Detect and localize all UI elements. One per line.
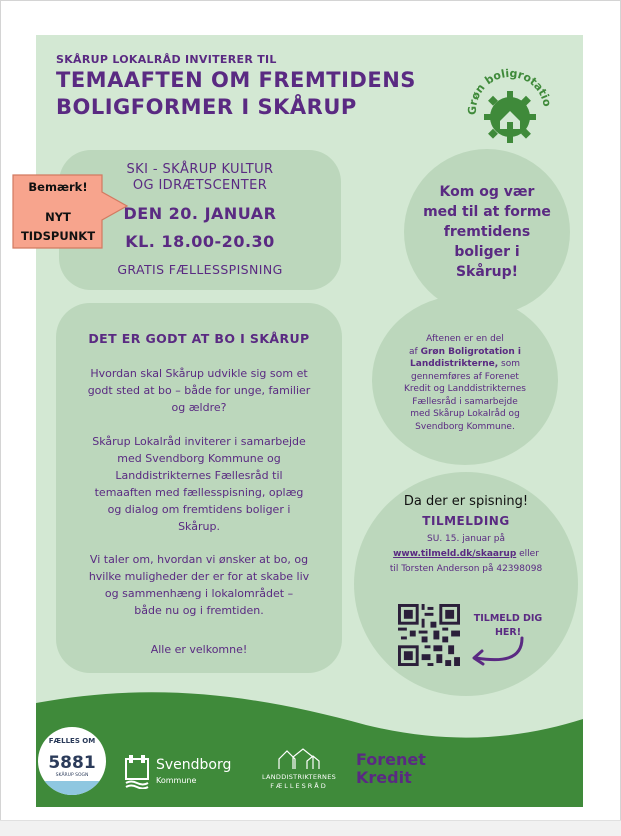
forenet-kredit-logo — [356, 751, 436, 791]
arrow-left-icon — [466, 632, 528, 668]
info-line: gennemføres af Forenet — [411, 371, 519, 382]
forenet-line-1: Forenet — [356, 750, 426, 769]
paragraph-2 — [76, 433, 322, 535]
sponsor-footer — [36, 685, 583, 807]
signup-link[interactable]: www.tilmeld.dk/skaarup — [393, 549, 517, 559]
venue-line-2: OG IDRÆTSCENTER — [132, 178, 268, 193]
p2-line: og dialog om fremtidens boliger i — [107, 503, 291, 516]
signup-link-line — [354, 549, 578, 559]
cta-line-2: HER! — [494, 627, 522, 638]
info-line: med Skårup Lokalråd og — [410, 409, 520, 419]
info-line: Svendborg Kommune. — [415, 421, 515, 432]
signup-link-suffix: eller — [516, 549, 539, 559]
title-line-2: BOLIGFORMER I SKÅRUP — [56, 95, 357, 119]
info-text — [392, 333, 538, 433]
invite-line-3: fremtidens — [443, 224, 531, 240]
callout-line-2: NYT — [45, 210, 71, 224]
p1-line: Hvordan skal Skårup udvikle sig som et — [90, 367, 308, 380]
invite-line-4: boliger i Skårup! — [454, 244, 520, 280]
ldf-line-1: LANDDISTRIKTERNES — [261, 773, 337, 781]
event-meal: GRATIS FÆLLESSPISNING — [117, 262, 283, 277]
invite-circle — [404, 149, 570, 315]
landdistrikternes-logo — [254, 747, 344, 793]
p3-line: både nu og i fremtiden. — [134, 604, 264, 617]
invite-line-2: med til at forme — [423, 204, 551, 220]
green-gear-icon — [462, 55, 558, 151]
ldf-line-2: FÆLLESRÅD — [270, 782, 328, 790]
svendborg-logo — [124, 751, 234, 791]
signup-phone: til Torsten Anderson på 42398098 — [389, 564, 543, 574]
p3-line: og sammenhæng i lokalområdet – — [104, 587, 294, 600]
info-fragment: som — [498, 359, 520, 369]
info-line: Fællesråd i samarbejde — [412, 396, 518, 407]
p2-line: Landdistrikternes Fællesråd til — [115, 469, 283, 482]
p2-line: Skårup Lokalråd inviterer i samarbejde — [92, 435, 306, 448]
title-line-1: TEMAAFTEN OM FREMTIDENS — [56, 68, 416, 92]
page-title — [56, 67, 446, 121]
paragraph-1 — [76, 365, 322, 416]
main-box — [56, 303, 342, 673]
info-line — [392, 358, 538, 371]
info-circle — [372, 295, 558, 465]
main-heading: DET ER GODT AT BO I SKÅRUP — [88, 331, 310, 346]
paragraph-3 — [76, 551, 322, 619]
svendborg-sub: Kommune — [156, 776, 197, 785]
signup-circle — [354, 472, 578, 696]
svendborg-name: Svendborg — [156, 757, 232, 773]
info-bold: Grøn Boligrotation i — [420, 346, 521, 357]
event-date: DEN 20. JANUAR — [123, 204, 277, 223]
houses-icon — [277, 747, 321, 771]
callout-title: Bemærk! — [28, 180, 88, 194]
callout-line-3: TIDSPUNKT — [20, 229, 96, 243]
p1-line: og ældre? — [171, 401, 227, 414]
forenet-line-2: Kredit — [356, 768, 412, 787]
venue-line-1: SKI - SKÅRUP KULTUR — [126, 162, 274, 177]
info-bold: Landdistrikterne, — [410, 359, 499, 369]
faelles-number: 5881 — [48, 753, 96, 773]
p2-line: med Svendborg Kommune og — [117, 452, 281, 465]
cta-line-1: TILMELD DIG — [473, 613, 543, 624]
invite-line-1: Kom og vær — [439, 184, 535, 200]
callout-body — [12, 208, 104, 246]
poster — [36, 35, 583, 807]
p2-line: temaaften med fællesspisning, oplæg — [94, 486, 304, 499]
p1-line: godt sted at bo – både for unge, familier — [87, 384, 311, 397]
info-fragment: af — [409, 346, 421, 357]
faelles-om-logo — [38, 727, 106, 795]
event-time: KL. 18.00-20.30 — [125, 232, 275, 251]
kicker: SKÅRUP LOKALRÅD INVITERER TIL — [56, 53, 277, 66]
logo-text: Grøn boligrotatio — [465, 66, 554, 116]
p2-line: Skårup. — [178, 520, 220, 533]
faelles-top: FÆLLES OM — [48, 737, 96, 745]
signup-note: Da der er spisning! — [403, 494, 529, 509]
info-line: Kredit og Landdistrikternes — [404, 384, 526, 394]
p3-line: Vi taler om, hvordan vi ønsker at bo, og — [89, 553, 309, 566]
qr-code-icon[interactable] — [398, 604, 460, 666]
info-line — [392, 346, 538, 359]
signup-heading: TILMELDING — [422, 514, 510, 528]
info-line: Aftenen er en del — [426, 334, 504, 344]
signup-deadline: SU. 15. januar på — [427, 534, 505, 544]
p3-line: hvilke muligheder der er for at skabe liv — [88, 570, 310, 583]
bottom-bar — [0, 820, 621, 836]
invite-text — [422, 182, 552, 282]
faelles-sub: SKÅRUP SOGN — [55, 773, 89, 778]
svendborg-crest-icon — [124, 753, 150, 789]
paragraph-4: Alle er velkomne! — [150, 643, 248, 656]
